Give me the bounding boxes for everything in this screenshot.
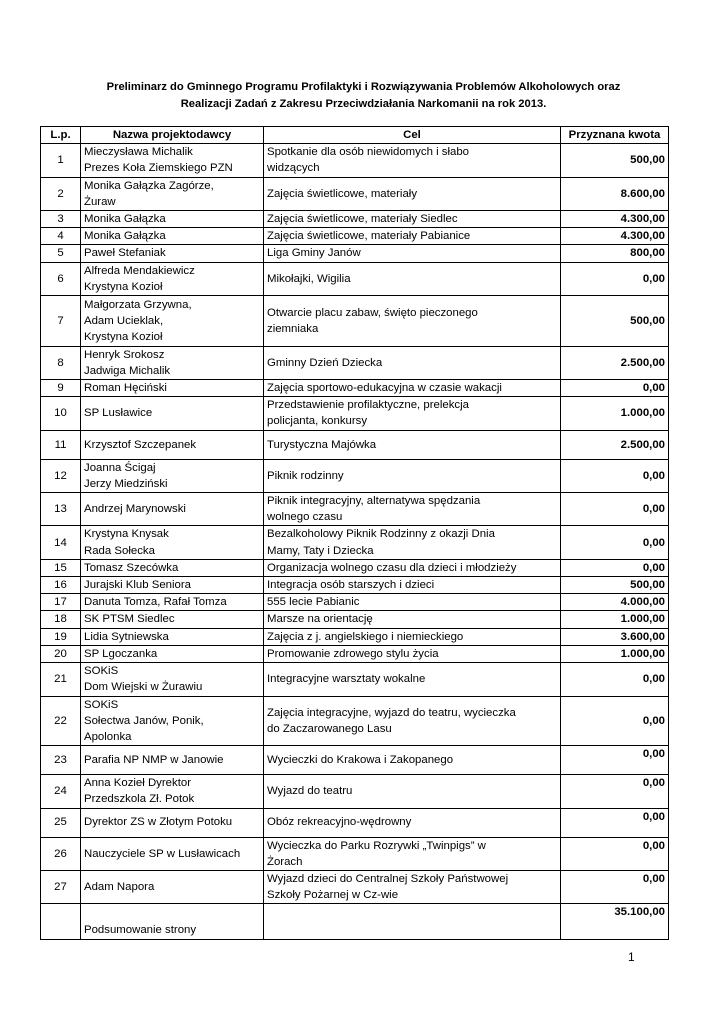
- row-cel-line: Zajęcia świetlicowe, materiały Siedlec: [267, 213, 458, 226]
- row-name-line: SOKiS: [84, 698, 119, 711]
- row-amount: 4.300,00: [561, 228, 669, 245]
- header-amount: Przyznana kwota: [561, 127, 669, 144]
- row-amount: 1.000,00: [561, 611, 669, 628]
- table-row: [41, 262, 669, 295]
- row-amount: 0,00: [561, 696, 669, 746]
- table-row: [41, 493, 669, 526]
- row-amount: 0,00: [561, 493, 669, 526]
- row-name-line: Monika Gałązka Zagórze,: [84, 179, 214, 192]
- row-name: [81, 526, 264, 559]
- row-cel: [264, 559, 561, 576]
- table-row: [41, 628, 669, 645]
- row-name-line: Anna Kozieł Dyrektor: [84, 777, 191, 790]
- row-lp: 17: [41, 594, 81, 611]
- row-cel-line: Zajęcia sportowo-edukacyjna w czasie wakacji: [267, 382, 502, 395]
- row-name-line: Mieczysława Michalik: [84, 146, 193, 159]
- row-cel: [264, 430, 561, 459]
- row-cel: [264, 775, 561, 808]
- row-cel: [264, 594, 561, 611]
- table-row: [41, 837, 669, 870]
- row-name-line: SP Lusławice: [84, 407, 153, 420]
- table-row: [41, 430, 669, 459]
- row-amount: 0,00: [561, 459, 669, 492]
- row-lp: 23: [41, 746, 81, 775]
- row-amount: 500,00: [561, 577, 669, 594]
- row-name-line: Krzysztof Szczepanek: [84, 438, 197, 451]
- row-cel: [264, 526, 561, 559]
- row-amount: 0,00: [561, 837, 669, 870]
- row-cel-line: Promowanie zdrowego stylu życia: [267, 647, 439, 660]
- row-cel: [264, 397, 561, 430]
- row-name: [81, 746, 264, 775]
- row-name-line: Henryk Srokosz: [84, 348, 165, 361]
- summary-amount: 35.100,00: [561, 904, 669, 940]
- row-amount: 1.000,00: [561, 645, 669, 662]
- row-lp: 5: [41, 245, 81, 262]
- row-cel: [264, 228, 561, 245]
- summary-lp: [41, 904, 81, 940]
- row-cel: [264, 663, 561, 696]
- table-row: [41, 808, 669, 837]
- row-cel-line: Zajęcia z j. angielskiego i niemieckiego: [267, 630, 464, 643]
- row-amount: 0,00: [561, 559, 669, 576]
- row-cel-line: Piknik rodzinny: [267, 469, 344, 482]
- row-amount: 0,00: [561, 808, 669, 837]
- row-cel-line: Szkoły Pożarnej w Cz-wie: [267, 889, 399, 902]
- row-name: [81, 594, 264, 611]
- row-name: [81, 397, 264, 430]
- row-amount: 0,00: [561, 262, 669, 295]
- row-lp: 11: [41, 430, 81, 459]
- row-lp: 7: [41, 296, 81, 347]
- row-amount: 0,00: [561, 526, 669, 559]
- row-name: [81, 144, 264, 177]
- row-lp: 3: [41, 211, 81, 228]
- row-name: [81, 808, 264, 837]
- table-row: [41, 611, 669, 628]
- row-cel: [264, 262, 561, 295]
- row-name-line: Rada Sołecka: [84, 544, 155, 557]
- row-lp: 12: [41, 459, 81, 492]
- row-lp: 1: [41, 144, 81, 177]
- table-row: [41, 211, 669, 228]
- row-cel-line: Wyjazd dzieci do Centralnej Szkoły Państwowej: [267, 872, 509, 885]
- row-cel-line: Wycieczki do Krakowa i Zakopanego: [267, 754, 454, 766]
- grants-table: [40, 126, 669, 940]
- row-cel: [264, 837, 561, 870]
- row-lp: 16: [41, 577, 81, 594]
- row-name: [81, 177, 264, 210]
- header-cel: Cel: [264, 127, 561, 144]
- row-name-line: Krystyna Kozioł: [84, 331, 163, 344]
- table-row: [41, 380, 669, 397]
- row-name: [81, 611, 264, 628]
- row-name: [81, 262, 264, 295]
- row-lp: 2: [41, 177, 81, 210]
- row-name: [81, 459, 264, 492]
- row-name-line: Jerzy Miedziński: [84, 477, 168, 490]
- row-lp: 9: [41, 380, 81, 397]
- row-cel-line: Piknik integracyjny, alternatywa spędzania: [267, 495, 481, 508]
- row-name: [81, 837, 264, 870]
- table-row: [41, 775, 669, 808]
- table-body: [41, 144, 669, 904]
- row-amount: 4.000,00: [561, 594, 669, 611]
- row-name-line: Danuta Tomza, Rafał Tomza: [84, 596, 227, 609]
- row-cel-line: Liga Gminy Janów: [267, 247, 361, 260]
- row-name: [81, 228, 264, 245]
- table-row: [41, 245, 669, 262]
- row-name-line: Adam Napora: [84, 881, 155, 894]
- row-lp: 27: [41, 870, 81, 903]
- row-cel-line: Żorach: [267, 855, 303, 868]
- row-lp: 18: [41, 611, 81, 628]
- row-name-line: Tomasz Szecówka: [84, 561, 179, 574]
- row-name-line: Prezes Koła Ziemskiego PZN: [84, 162, 233, 175]
- row-cel: [264, 296, 561, 347]
- table-row: [41, 746, 669, 775]
- row-cel: [264, 628, 561, 645]
- row-lp: 13: [41, 493, 81, 526]
- table-row: [41, 696, 669, 746]
- row-cel-line: widzących: [267, 162, 320, 175]
- row-cel: [264, 808, 561, 837]
- row-name-line: Małgorzata Grzywna,: [84, 299, 192, 312]
- row-cel-line: Mamy, Taty i Dziecka: [267, 544, 374, 557]
- row-lp: 20: [41, 645, 81, 662]
- row-name-line: SOKiS: [84, 665, 119, 678]
- row-cel: [264, 211, 561, 228]
- table-row: [41, 526, 669, 559]
- row-cel: [264, 645, 561, 662]
- row-cel-line: Przedstawienie profilaktyczne, prelekcja: [267, 399, 469, 412]
- row-cel: [264, 746, 561, 775]
- row-name-line: SK PTSM Siedlec: [84, 613, 175, 626]
- row-amount: 0,00: [561, 775, 669, 808]
- summary-row: [41, 904, 669, 940]
- row-cel-line: Spotkanie dla osób niewidomych i słabo: [267, 146, 469, 159]
- row-cel-line: policjanta, konkursy: [267, 415, 368, 428]
- table-row: [41, 577, 669, 594]
- row-name: [81, 430, 264, 459]
- row-amount: 0,00: [561, 663, 669, 696]
- row-cel-line: ziemniaka: [267, 322, 319, 335]
- row-cel-line: Turystyczna Majówka: [267, 438, 377, 451]
- row-amount: 0,00: [561, 746, 669, 775]
- row-cel: [264, 696, 561, 746]
- row-name: [81, 775, 264, 808]
- table-row: [41, 870, 669, 903]
- row-cel-line: Integracja osób starszych i dzieci: [267, 579, 435, 592]
- row-name-line: Sołectwa Janów, Ponik,: [84, 714, 204, 727]
- row-cel-line: Wycieczka do Parku Rozrywki „Twinpigs” w: [267, 839, 486, 852]
- row-name-line: Krystyna Kozioł: [84, 280, 163, 293]
- row-name-line: Żuraw: [84, 195, 116, 208]
- row-amount: 800,00: [561, 245, 669, 262]
- table-row: [41, 645, 669, 662]
- table-row: [41, 177, 669, 210]
- row-cel-line: Integracyjne warsztaty wokalne: [267, 673, 426, 686]
- table-row: [41, 559, 669, 576]
- row-cel-line: Gminny Dzień Dziecka: [267, 356, 383, 369]
- row-cel-line: Marsze na orientację: [267, 613, 373, 626]
- row-cel: [264, 144, 561, 177]
- row-name: [81, 559, 264, 576]
- row-cel: [264, 493, 561, 526]
- row-lp: 24: [41, 775, 81, 808]
- row-amount: 4.300,00: [561, 211, 669, 228]
- row-amount: 0,00: [561, 870, 669, 903]
- document-title: [40, 79, 687, 113]
- table-row: [41, 663, 669, 696]
- row-cel: [264, 577, 561, 594]
- header-lp: L.p.: [41, 127, 81, 144]
- table-row: [41, 346, 669, 379]
- row-name-line: Lidia Sytniewska: [84, 630, 169, 643]
- row-amount: 1.000,00: [561, 397, 669, 430]
- row-cel-line: 555 lecie Pabianic: [267, 596, 360, 609]
- row-name: [81, 380, 264, 397]
- row-name: [81, 346, 264, 379]
- row-cel: [264, 245, 561, 262]
- row-cel: [264, 459, 561, 492]
- row-amount: 500,00: [561, 296, 669, 347]
- row-name: [81, 577, 264, 594]
- row-name-line: Dyrektor ZS w Złotym Potoku: [84, 816, 233, 829]
- row-amount: 2.500,00: [561, 346, 669, 379]
- row-cel-line: Organizacja wolnego czasu dla dzieci i młodzieży: [267, 561, 517, 574]
- row-name: [81, 870, 264, 903]
- row-cel: [264, 380, 561, 397]
- summary-cel: [264, 904, 561, 940]
- row-name-line: Jadwiga Michalik: [84, 364, 171, 377]
- row-lp: 21: [41, 663, 81, 696]
- table-row: [41, 144, 669, 177]
- row-name-line: Joanna Ścigaj: [84, 461, 156, 474]
- row-name-line: Nauczyciele SP w Lusławicach: [84, 847, 241, 860]
- row-name: [81, 696, 264, 746]
- page-number: 1: [628, 950, 635, 964]
- row-name-line: Krystyna Knysak: [84, 528, 169, 541]
- row-lp: 14: [41, 526, 81, 559]
- row-cel-line: Zajęcia świetlicowe, materiały Pabianice: [267, 230, 471, 243]
- row-cel-line: Zajęcia świetlicowe, materiały: [267, 187, 418, 200]
- row-name-line: Paweł Stefaniak: [84, 247, 166, 260]
- row-name: [81, 296, 264, 347]
- table-row: [41, 397, 669, 430]
- row-cel: [264, 870, 561, 903]
- row-lp: 10: [41, 397, 81, 430]
- row-amount: 3.600,00: [561, 628, 669, 645]
- row-lp: 26: [41, 837, 81, 870]
- row-cel-line: wolnego czasu: [267, 511, 343, 524]
- row-cel: [264, 346, 561, 379]
- table-header-row: [41, 127, 669, 144]
- row-amount: 8.600,00: [561, 177, 669, 210]
- row-lp: 25: [41, 808, 81, 837]
- table-row: [41, 459, 669, 492]
- table-row: [41, 594, 669, 611]
- row-cel-line: Wyjazd do teatru: [267, 785, 353, 798]
- row-cel-line: Bezalkoholowy Piknik Rodzinny z okazji Dnia: [267, 528, 495, 541]
- row-cel: [264, 177, 561, 210]
- row-name: [81, 628, 264, 645]
- row-cel-line: Mikołajki, Wigilia: [267, 272, 351, 285]
- row-lp: 19: [41, 628, 81, 645]
- row-name-line: Alfreda Mendakiewicz: [84, 264, 195, 277]
- title-line-1: Preliminarz do Gminnego Programu Profilaktyki i Rozwiązywania Problemów Alkoholowych oraz: [106, 81, 621, 93]
- row-name-line: Roman Hęciński: [84, 382, 167, 395]
- row-name: [81, 663, 264, 696]
- row-lp: 4: [41, 228, 81, 245]
- table-row: [41, 228, 669, 245]
- row-amount: 0,00: [561, 380, 669, 397]
- row-name-line: Monika Gałązka: [84, 230, 166, 243]
- header-name: Nazwa projektodawcy: [81, 127, 264, 144]
- row-name-line: Monika Gałązka: [84, 213, 166, 226]
- row-cel-line: do Zaczarowanego Lasu: [267, 722, 392, 735]
- row-name-line: Przedszkola Zł. Potok: [84, 793, 195, 806]
- row-name-line: Andrzej Marynowski: [84, 503, 186, 516]
- table-row: [41, 296, 669, 347]
- row-cel-line: Obóz rekreacyjno-wędrowny: [267, 816, 412, 829]
- row-name-line: Jurajski Klub Seniora: [84, 579, 191, 592]
- row-name-line: Adam Ucieklak,: [84, 315, 164, 328]
- row-name: [81, 493, 264, 526]
- row-cel-line: Zajęcia integracyjne, wyjazd do teatru, wycieczka: [267, 706, 516, 719]
- row-lp: 8: [41, 346, 81, 379]
- row-cel: [264, 611, 561, 628]
- row-name-line: Dom Wiejski w Żurawiu: [84, 681, 203, 694]
- row-amount: 500,00: [561, 144, 669, 177]
- row-amount: 2.500,00: [561, 430, 669, 459]
- summary-label: Podsumowanie strony: [81, 904, 264, 940]
- row-lp: 15: [41, 559, 81, 576]
- row-lp: 6: [41, 262, 81, 295]
- row-name: [81, 645, 264, 662]
- row-name: [81, 211, 264, 228]
- row-name-line: Parafia NP NMP w Janowie: [84, 754, 224, 766]
- row-cel-line: Otwarcie placu zabaw, święto pieczonego: [267, 306, 478, 319]
- row-name-line: SP Lgoczanka: [84, 647, 158, 660]
- row-lp: 22: [41, 696, 81, 746]
- title-line-2: Realizacji Zadań z Zakresu Przeciwdziałania Narkomanii na rok 2013.: [180, 98, 547, 110]
- row-name: [81, 245, 264, 262]
- row-name-line: Apolonka: [84, 730, 132, 743]
